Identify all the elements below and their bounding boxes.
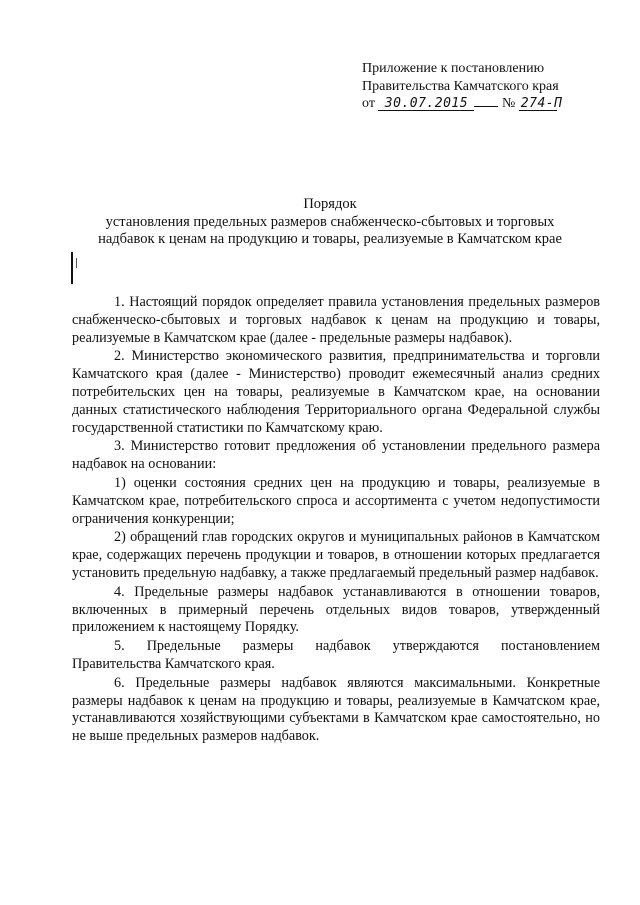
paragraph-3-item-1: 1) оценки состояния средних цен на продукцию и товары, реализуемые в Камчатском крае, потребительского спроса и ассортимента с учетом недопустимости ограничения конкуренции; <box>72 474 600 527</box>
paragraph-3: 3. Министерство готовит предложения об установлении предельного размера надбавок на основании: <box>72 438 600 473</box>
title-line-1: Порядок <box>303 196 357 212</box>
date-underline <box>474 106 498 107</box>
document-title <box>80 196 580 249</box>
margin-mark <box>71 252 73 284</box>
title-line-2: установления предельных размеров снабженческо-сбытовых и торговых <box>105 213 555 230</box>
margin-mark-tick <box>76 258 77 268</box>
paragraph-5: 5. Предельные размеры надбавок утверждаются постановлением Правительства Камчатского края. <box>72 638 600 672</box>
appendix-header <box>362 60 602 113</box>
appendix-line-1: Приложение к постановлению <box>362 61 545 76</box>
document-body <box>72 294 600 746</box>
paragraph-1: 1. Настоящий порядок определяет правила установления предельных размеров снабженческо-сбытовых и торговых надбавок к ценам на продукцию и товары, реализуемые в Камчатском крае (далее - предельные размеры надбавок). <box>72 294 600 346</box>
paragraph-6: 6. Предельные размеры надбавок являются максимальными. Конкретные размеры надбавок к ценам на продукцию и товары, реализуемые в Камчатском крае, устанавливаются хозяйствующими субъектами в Камчатском крае самостоятельно, но не выше предельных размеров надбавок. <box>72 674 600 745</box>
title-line-3: надбавок к ценам на продукцию и товары, реализуемые в Камчатском крае <box>98 231 562 247</box>
paragraph-3-item-2: 2) обращений глав городских округов и муниципальных районов в Камчатском крае, содержащих перечень продукции и товаров, в отношении которых предлагается установить предельную надбавку, а также предлагаемый предельный размер надбавок. <box>72 529 600 581</box>
appendix-date-line <box>362 95 602 113</box>
number-prefix: № <box>501 96 516 111</box>
paragraph-2: 2. Министерство экономического развития, предпринимательства и торговли Камчатского края (далее - Министерство) проводит ежемесячный анализ средних потребительских цен на товары, реализуемые в Камчатском крае, на основании данных статистического наблюдения Территориального органа Федеральной службы государственной статистики по Камчатскому краю. <box>72 348 600 436</box>
paragraph-4: 4. Предельные размеры надбавок устанавливаются в отношении товаров, включенных в примерный перечень отдельных видов товаров, утвержденный приложением к настоящему Порядку. <box>72 583 600 636</box>
date-prefix: от <box>362 96 375 111</box>
appendix-line-2: Правительства Камчатского края <box>362 78 559 94</box>
handwritten-number: 274-П <box>520 96 563 111</box>
handwritten-date: 30.07.2015 <box>378 97 474 111</box>
